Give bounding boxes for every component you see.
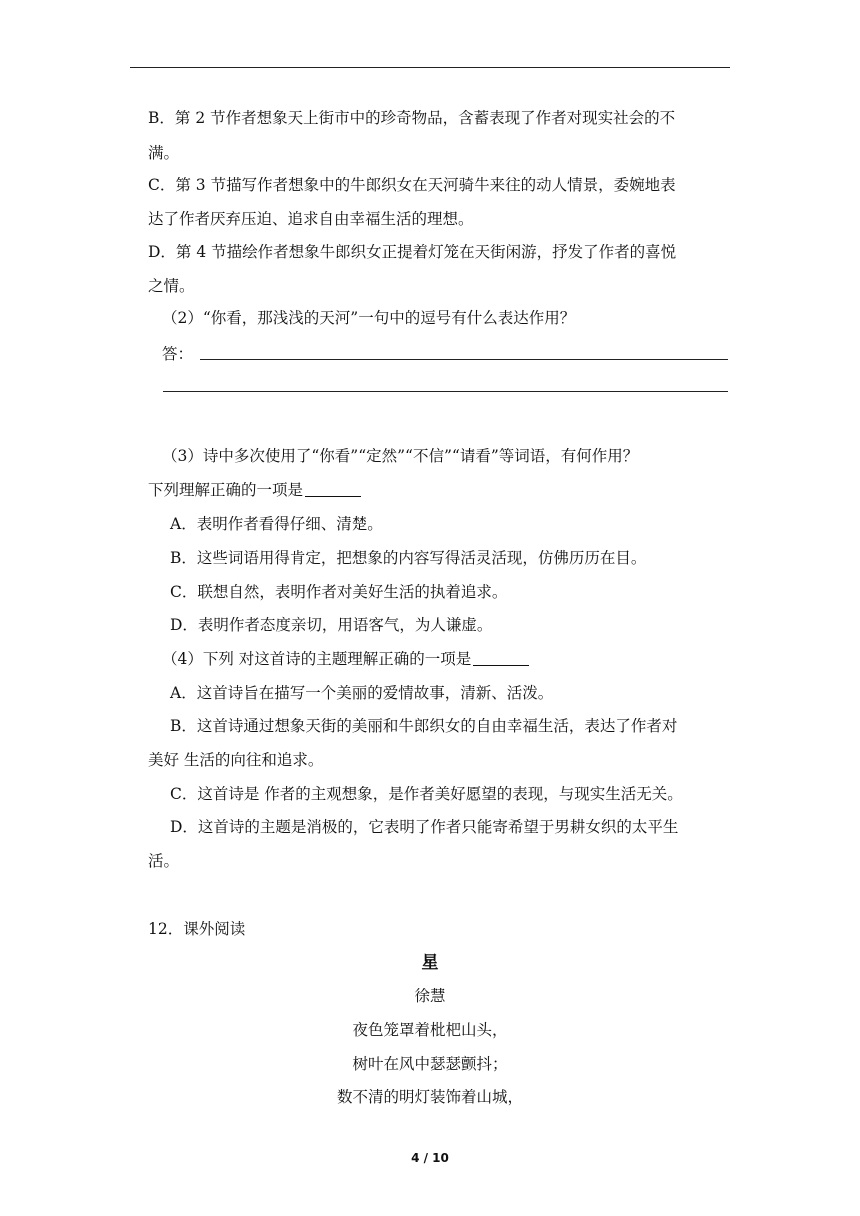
q4-option-b-line1: B．这首诗通过想象天街的美丽和牛郎织女的自由幸福生活，表达了作者对 bbox=[170, 717, 678, 735]
q4-option-a: A．这首诗旨在描写一个美丽的爱情故事，清新、活泼。 bbox=[170, 684, 554, 702]
poem-line-3: 数不清的明灯装饰着山城， bbox=[336, 1088, 523, 1106]
q12-heading: 12．课外阅读 bbox=[148, 920, 246, 938]
q2-answer-line-2[interactable] bbox=[163, 391, 728, 392]
q2-answer-line-1[interactable] bbox=[200, 359, 728, 360]
q3-option-c: C．联想自然，表明作者对美好生活的执着追求。 bbox=[170, 583, 508, 601]
q3-option-b: B．这些词语用得肯定，把想象的内容写得活灵活现，仿佛历历在目。 bbox=[170, 549, 647, 567]
q3-option-d: D．表明作者态度亲切，用语客气，为人谦虚。 bbox=[170, 616, 493, 634]
q3-answer-blank[interactable] bbox=[305, 482, 361, 497]
q3-option-a: A．表明作者看得仔细、清楚。 bbox=[170, 515, 383, 533]
poem-author: 徐慧 bbox=[414, 987, 446, 1005]
poem-line-1: 夜色笼罩着枇杷山头， bbox=[352, 1021, 508, 1039]
q4-question bbox=[162, 647, 529, 669]
header-rule bbox=[130, 67, 730, 68]
q2-question: （2）“你看，那浅浅的天河”一句中的逗号有什么表达作用？ bbox=[162, 309, 576, 327]
q1-option-b-line2: 满。 bbox=[148, 144, 180, 162]
q4-option-d-line1: D．这首诗的主题是消极的，它表明了作者只能寄希望于男耕女织的太平生 bbox=[170, 818, 679, 836]
poem-title: 星 bbox=[421, 953, 439, 973]
q4-option-b-line2: 美好 生活的向往和追求。 bbox=[148, 751, 324, 769]
page-number: 4 / 10 bbox=[411, 1151, 449, 1165]
q4-answer-blank[interactable] bbox=[473, 651, 529, 666]
q1-option-c-line2: 达了作者厌弃压迫、追求自由幸福生活的理想。 bbox=[148, 210, 474, 228]
q2-answer-label: 答： bbox=[162, 345, 194, 363]
q1-option-d-line2: 之情。 bbox=[148, 277, 195, 295]
q4-option-c: C．这首诗是 作者的主观想象，是作者美好愿望的表现，与现实生活无关。 bbox=[170, 785, 683, 803]
q4-option-d-line2: 活。 bbox=[148, 852, 180, 870]
q3-question-line1: （3）诗中多次使用了“你看”“定然”“不信”“请看”等词语，有何作用？ bbox=[162, 447, 639, 465]
q3-question-line2 bbox=[148, 478, 361, 500]
poem-line-2: 树叶在风中瑟瑟颤抖； bbox=[352, 1055, 508, 1073]
q4-question-text: （4）下列 对这首诗的主题理解正确的一项是 bbox=[162, 650, 472, 668]
q3-question-text: 下列理解正确的一项是 bbox=[148, 481, 304, 499]
q1-option-c-line1: C．第 3 节描写作者想象中的牛郎织女在天河骑牛来往的动人情景，委婉地表 bbox=[148, 176, 676, 194]
q1-option-d-line1: D．第 4 节描绘作者想象牛郎织女正提着灯笼在天街闲游，抒发了作者的喜悦 bbox=[148, 243, 677, 261]
q1-option-b-line1: B．第 2 节作者想象天上街市中的珍奇物品，含蓄表现了作者对现实社会的不 bbox=[148, 109, 676, 127]
